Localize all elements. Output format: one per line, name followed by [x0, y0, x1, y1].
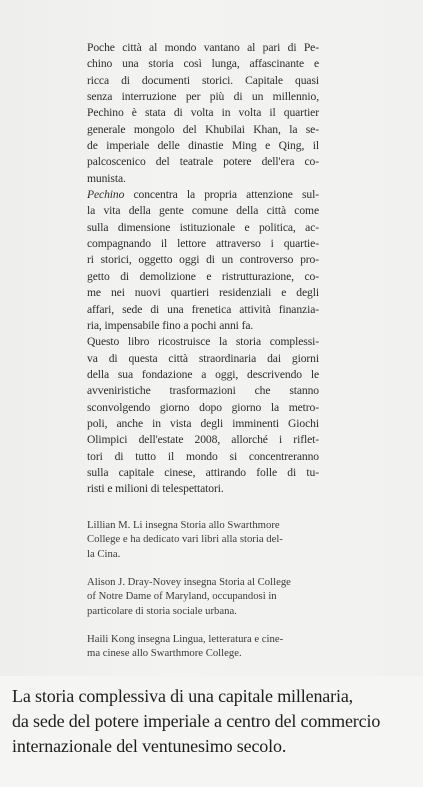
- text-line: chino una storia così lunga, affascinante e: [87, 57, 319, 71]
- author-bio-haili-kong: [87, 632, 327, 661]
- text-line: tori di tutto il mondo si concentreranno: [87, 449, 319, 463]
- text-line: poli, anche in vista degli imminenti Giochi: [87, 416, 319, 430]
- text-line: Lillian M. Li insegna Storia allo Swarthmore: [87, 519, 280, 531]
- text-line: la Cina.: [87, 547, 121, 560]
- text-line: me nei nuovi quartieri residenziali e degli: [87, 286, 319, 300]
- text-line: della sua fondazione a oggi, descrivendo le: [87, 367, 319, 381]
- tagline-line: La storia complessiva di una capitale millenaria,: [12, 686, 354, 706]
- text-line: senza interruzione per più di un millennio,: [87, 90, 319, 104]
- tagline: [12, 684, 423, 759]
- text-line: Alison J. Dray-Novey insegna Storia al College: [87, 576, 291, 588]
- text-line: generale mongolo del Khubilai Khan, la se-: [87, 122, 319, 136]
- text-line: particolare di storia sociale urbana.: [87, 604, 237, 617]
- tagline-line: internazionale del ventunesimo secolo.: [12, 736, 287, 756]
- text-line: Pechino è stata di volta in volta il quartier: [87, 106, 319, 120]
- text-line: de imperiale delle dinastie Ming e Qing, il: [87, 139, 319, 153]
- text-line-rest: concentra la propria attenzione sul-: [124, 188, 319, 202]
- description-paragraph-2: [87, 187, 319, 334]
- book-title-italic: Pechino: [87, 188, 125, 202]
- text-line: Haili Kong insegna Lingua, letteratura e cine-: [87, 633, 284, 645]
- text-line: compagnando il lettore attraverso i quartie-: [87, 237, 319, 251]
- tagline-line: da sede del potere imperiale a centro del commercio: [12, 711, 381, 731]
- text-line: sulla capitale cinese, attirando folle di tu-: [87, 465, 319, 479]
- text-line: affari, sede di una frenetica attività finanzia-: [87, 302, 319, 316]
- text-line: risti e milioni di telespettatori.: [87, 482, 224, 496]
- text-line: ricca di documenti storici. Capitale quasi: [87, 73, 319, 87]
- text-line: sulla dimensione istituzionale e politica, ac-: [87, 220, 319, 234]
- text-line: [87, 187, 319, 203]
- text-line: ma cinese allo Swarthmore College.: [87, 647, 242, 660]
- text-line: College e ha dedicato vari libri alla storia del-: [87, 533, 283, 546]
- description-paragraph-3: [87, 334, 319, 497]
- text-line: Poche città al mondo vantano al pari di Pe-: [87, 41, 319, 54]
- description-paragraph-1: [87, 40, 319, 187]
- text-line: Questo libro ricostruisce la storia complessi-: [87, 335, 319, 349]
- text-line: avveniristiche trasformazioni che stanno: [87, 384, 319, 398]
- author-bio-lillian-li: [87, 518, 327, 561]
- text-line: Olimpici dell'estate 2008, allorché i riflet-: [87, 433, 319, 447]
- text-line: ri storici, oggetto oggi di un controverso pro-: [87, 253, 319, 267]
- text-line: palcoscenico del teatrale potere dell'era co-: [87, 155, 319, 169]
- author-bio-alison-dray-novey: [87, 575, 327, 618]
- text-line: ria, impensabile fino a pochi anni fa.: [87, 318, 254, 332]
- text-line: la vita della gente comune della città come: [87, 204, 319, 218]
- text-line: sconvolgendo giorno dopo giorno la metro-: [87, 400, 319, 414]
- text-line: va di questa città straordinaria dai giorni: [87, 351, 319, 365]
- text-line: of Notre Dame of Maryland, occupandosi in: [87, 590, 277, 603]
- text-line: getto di demolizione e ristrutturazione, co-: [87, 269, 319, 283]
- text-line: munista.: [87, 171, 126, 185]
- description-text: [87, 40, 319, 498]
